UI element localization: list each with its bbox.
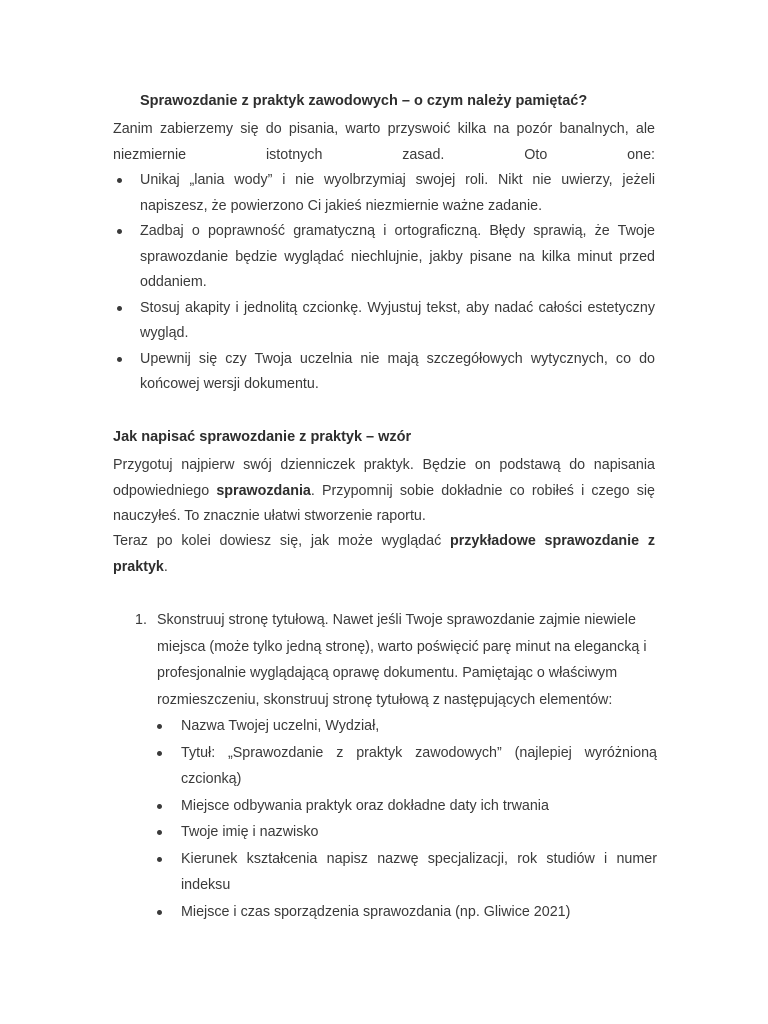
intro-paragraph: Zanim zabierzemy się do pisania, warto przyswoić kilka na pozór banalnych, ale niezmiernie istotnych zasad. Oto one:	[113, 121, 655, 163]
paragraph-example	[113, 529, 655, 580]
list-item: Miejsce i czas sporządzenia sprawozdania (np. Gliwice 2021)	[157, 899, 657, 926]
title-page-elements-list	[157, 713, 657, 925]
list-item: Twoje imię i nazwisko	[157, 819, 657, 846]
bold-term: sprawozdania	[216, 482, 311, 499]
rules-list	[113, 168, 655, 398]
step-number: 1.	[135, 612, 147, 628]
numbered-step	[135, 607, 657, 925]
paragraph-text: Teraz po kolei dowiesz się, jak może wyglądać	[113, 533, 450, 549]
bold-term: przykładowe sprawozdanie z praktyk	[113, 533, 655, 575]
list-item: Miejsce odbywania praktyk oraz dokładne daty ich trwania	[157, 793, 657, 820]
list-item: Zadbaj o poprawność gramatyczną i ortograficzną. Błędy sprawią, że Twoje sprawozdanie będzie wyglądać niechlujnie, jakby pisane na kilka minut przed oddaniem.	[113, 219, 655, 296]
document-title: Sprawozdanie z praktyk zawodowych – o czym należy pamiętać?	[140, 93, 588, 109]
list-item: Unikaj „lania wody” i nie wyolbrzymiaj swojej roli. Nikt nie uwierzy, jeżeli napiszesz, że powierzono Ci jakieś niezmiernie ważne zadanie.	[113, 168, 655, 219]
section-heading: Jak napisać sprawozdanie z praktyk – wzór	[113, 429, 412, 445]
list-item: Tytuł: „Sprawozdanie z praktyk zawodowych” (najlepiej wyróżnioną czcionką)	[157, 740, 657, 793]
paragraph-text: . Przypomnij sobie dokładnie co robiłeś i czego się nauczyłeś. To znacznie ułatwi stworzenie raportu.	[113, 482, 655, 524]
list-item: Kierunek kształcenia napisz nazwę specjalizacji, rok studiów i numer indeksu	[157, 846, 657, 899]
paragraph-text: Przygotuj najpierw swój dzienniczek praktyk. Będzie on podstawą do napisania odpowiedniego	[113, 457, 655, 499]
step-text: Skonstruuj stronę tytułową. Nawet jeśli Twoje sprawozdanie zajmie niewiele miejsca (może tylko jedną stronę), warto poświęcić parę minut na elegancką i profesjonalnie wyglądającą oprawę dokumentu. Pamiętając o właściwym rozmieszczeniu, skonstruuj stronę tytułową z następujących elementów:	[157, 612, 647, 708]
paragraph-diary	[113, 453, 655, 530]
list-item: Upewnij się czy Twoja uczelnia nie mają szczegółowych wytycznych, co do końcowej wersji dokumentu.	[113, 347, 655, 398]
paragraph-text: .	[163, 558, 168, 575]
list-item: Stosuj akapity i jednolitą czcionkę. Wyjustuj tekst, aby nadać całości estetyczny wygląd.	[113, 296, 655, 347]
list-item: Nazwa Twojej uczelni, Wydział,	[157, 713, 657, 740]
